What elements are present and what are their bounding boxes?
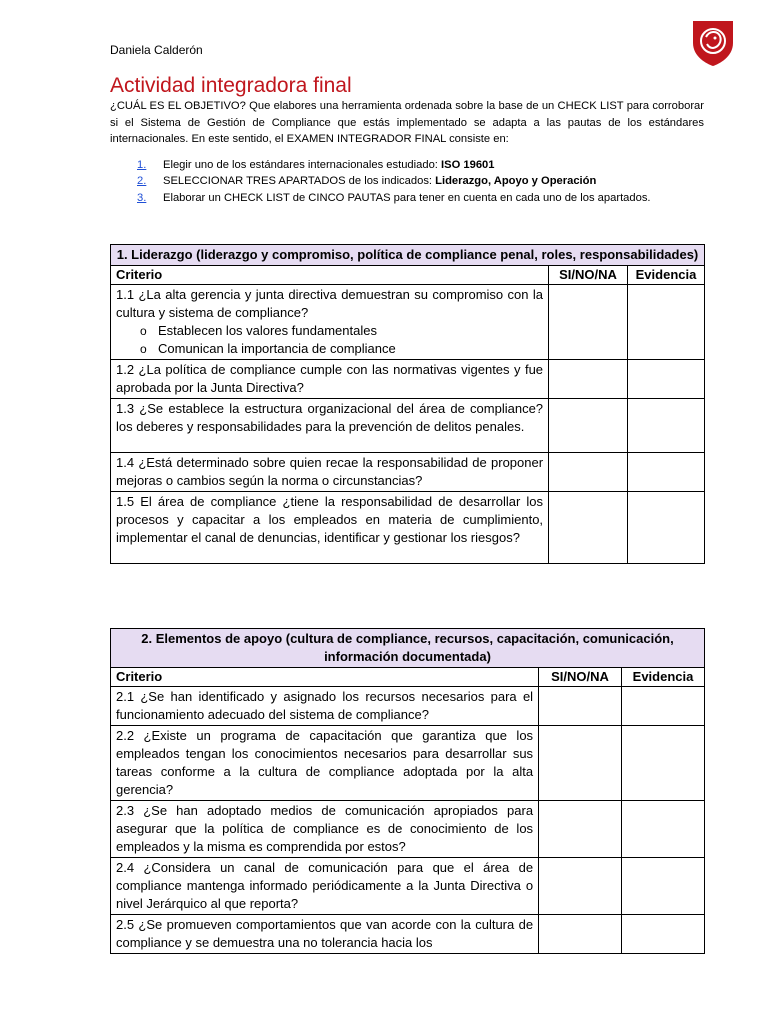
criterio-cell: 2.5 ¿Se promueven comportamientos que van acorde con la cultura de compliance y se demuestra una no tolerancia hacia los [111,915,539,954]
evidence-cell[interactable] [628,360,705,399]
col-criterio: Criterio [111,668,539,687]
checklist-table-liderazgo [110,244,705,564]
answer-cell[interactable] [549,399,628,453]
col-si-no-na: SI/NO/NA [539,668,622,687]
answer-cell[interactable] [539,801,622,858]
answer-cell[interactable] [549,285,628,360]
evidence-cell[interactable] [628,399,705,453]
evidence-cell[interactable] [622,801,705,858]
step-item [110,173,704,189]
answer-cell[interactable] [539,687,622,726]
step-text: Elegir uno de los estándares internacionales estudiado: ISO 19601 [163,159,495,171]
step-number[interactable]: 3. [137,191,147,204]
col-evidencia: Evidencia [628,266,705,285]
table-title: 1. Liderazgo (liderazgo y compromiso, política de compliance penal, roles, responsabilidades) [111,245,705,266]
steps-list [110,157,704,206]
author-name: Daniela Calderón [110,43,203,57]
table-row [111,726,705,801]
evidence-cell[interactable] [622,726,705,801]
table-row [111,360,705,399]
table-row [111,453,705,492]
answer-cell[interactable] [549,492,628,564]
evidence-cell[interactable] [628,285,705,360]
answer-cell[interactable] [549,360,628,399]
criterio-cell: 1.3 ¿Se establece la estructura organizacional del área de compliance? los deberes y responsabilidades para la prevención de delitos penales. [111,399,549,453]
sub-list [116,322,543,358]
criterio-cell: 1.2 ¿La política de compliance cumple con las normativas vigentes y fue aprobada por la Junta Directiva? [111,360,549,399]
evidence-cell[interactable] [628,453,705,492]
criterio-cell: 2.4 ¿Considera un canal de comunicación para que el área de compliance mantenga informado periódicamente a la Junta Directiva o nivel Jerárquico al que reporta? [111,858,539,915]
evidence-cell[interactable] [628,492,705,564]
evidence-cell[interactable] [622,858,705,915]
criterio-cell: 2.1 ¿Se han identificado y asignado los recursos necesarios para el funcionamiento adecuado del sistema de compliance? [111,687,539,726]
col-criterio: Criterio [111,266,549,285]
checklist-table-apoyo [110,628,705,954]
answer-cell[interactable] [549,453,628,492]
table-row [111,858,705,915]
table-row [111,399,705,453]
col-evidencia: Evidencia [622,668,705,687]
criterio-cell: 1.5 El área de compliance ¿tiene la responsabilidad de desarrollar los procesos y capacitar a los empleados en materia de cumplimiento, implementar el canal de denuncias, identificar y gestionar los riesgos? [111,492,549,564]
evidence-cell[interactable] [622,915,705,954]
step-text: Elaborar un CHECK LIST de CINCO PAUTAS para tener en cuenta en cada uno de los apartados. [163,191,651,204]
col-si-no-na: SI/NO/NA [549,266,628,285]
step-text: SELECCIONAR TRES APARTADOS de los indicados: Liderazgo, Apoyo y Operación [163,175,597,188]
step-number[interactable]: 2. [137,175,147,188]
page-title: Actividad integradora final [110,74,352,97]
step-number[interactable]: 1. [137,159,147,171]
answer-cell[interactable] [539,858,622,915]
answer-cell[interactable] [539,915,622,954]
table-row [111,285,705,360]
table-row [111,492,705,564]
table-title: 2. Elementos de apoyo (cultura de compliance, recursos, capacitación, comunicación, información documentada) [111,629,705,668]
step-item [110,190,704,206]
evidence-cell[interactable] [622,687,705,726]
objective-paragraph: ¿CUÁL ES EL OBJETIVO? Que elabores una herramienta ordenada sobre la base de un CHECK LIST para corroborar si el Sistema de Gestión de Compliance que estás implementado se adapta a las pautas de los estándares internacionales. En este sentido, el EXAMEN INTEGRADOR FINAL consiste en: [110,100,704,145]
table-header-row [111,668,705,687]
table-row [111,687,705,726]
answer-cell[interactable] [539,726,622,801]
table-row [111,915,705,954]
lion-shield-logo-icon [689,17,737,67]
criterio-cell: 2.3 ¿Se han adoptado medios de comunicación apropiados para asegurar que la política de compliance es de conocimiento de los empleados y la misma es comprendida por estos? [111,801,539,858]
sub-item: o Establecen los valores fundamentales [158,322,543,340]
criterio-cell: 1.1 ¿La alta gerencia y junta directiva demuestran su compromiso con la cultura y sistema de compliance? o Establecen los valores fundamentales o Comunican la importancia de compliance [111,285,549,360]
table-row [111,801,705,858]
table-header-row [111,266,705,285]
step-item [110,157,704,173]
criterio-cell: 1.4 ¿Está determinado sobre quien recae la responsabilidad de proponer mejoras o cambios según la norma o circunstancias? [111,453,549,492]
sub-item: o Comunican la importancia de compliance [158,340,543,358]
criterio-cell: 2.2 ¿Existe un programa de capacitación que garantiza que los empleados tengan los conocimientos necesarios para desarrollar sus tareas conforme a la cultura de compliance adoptada por la alta gerencia? [111,726,539,801]
